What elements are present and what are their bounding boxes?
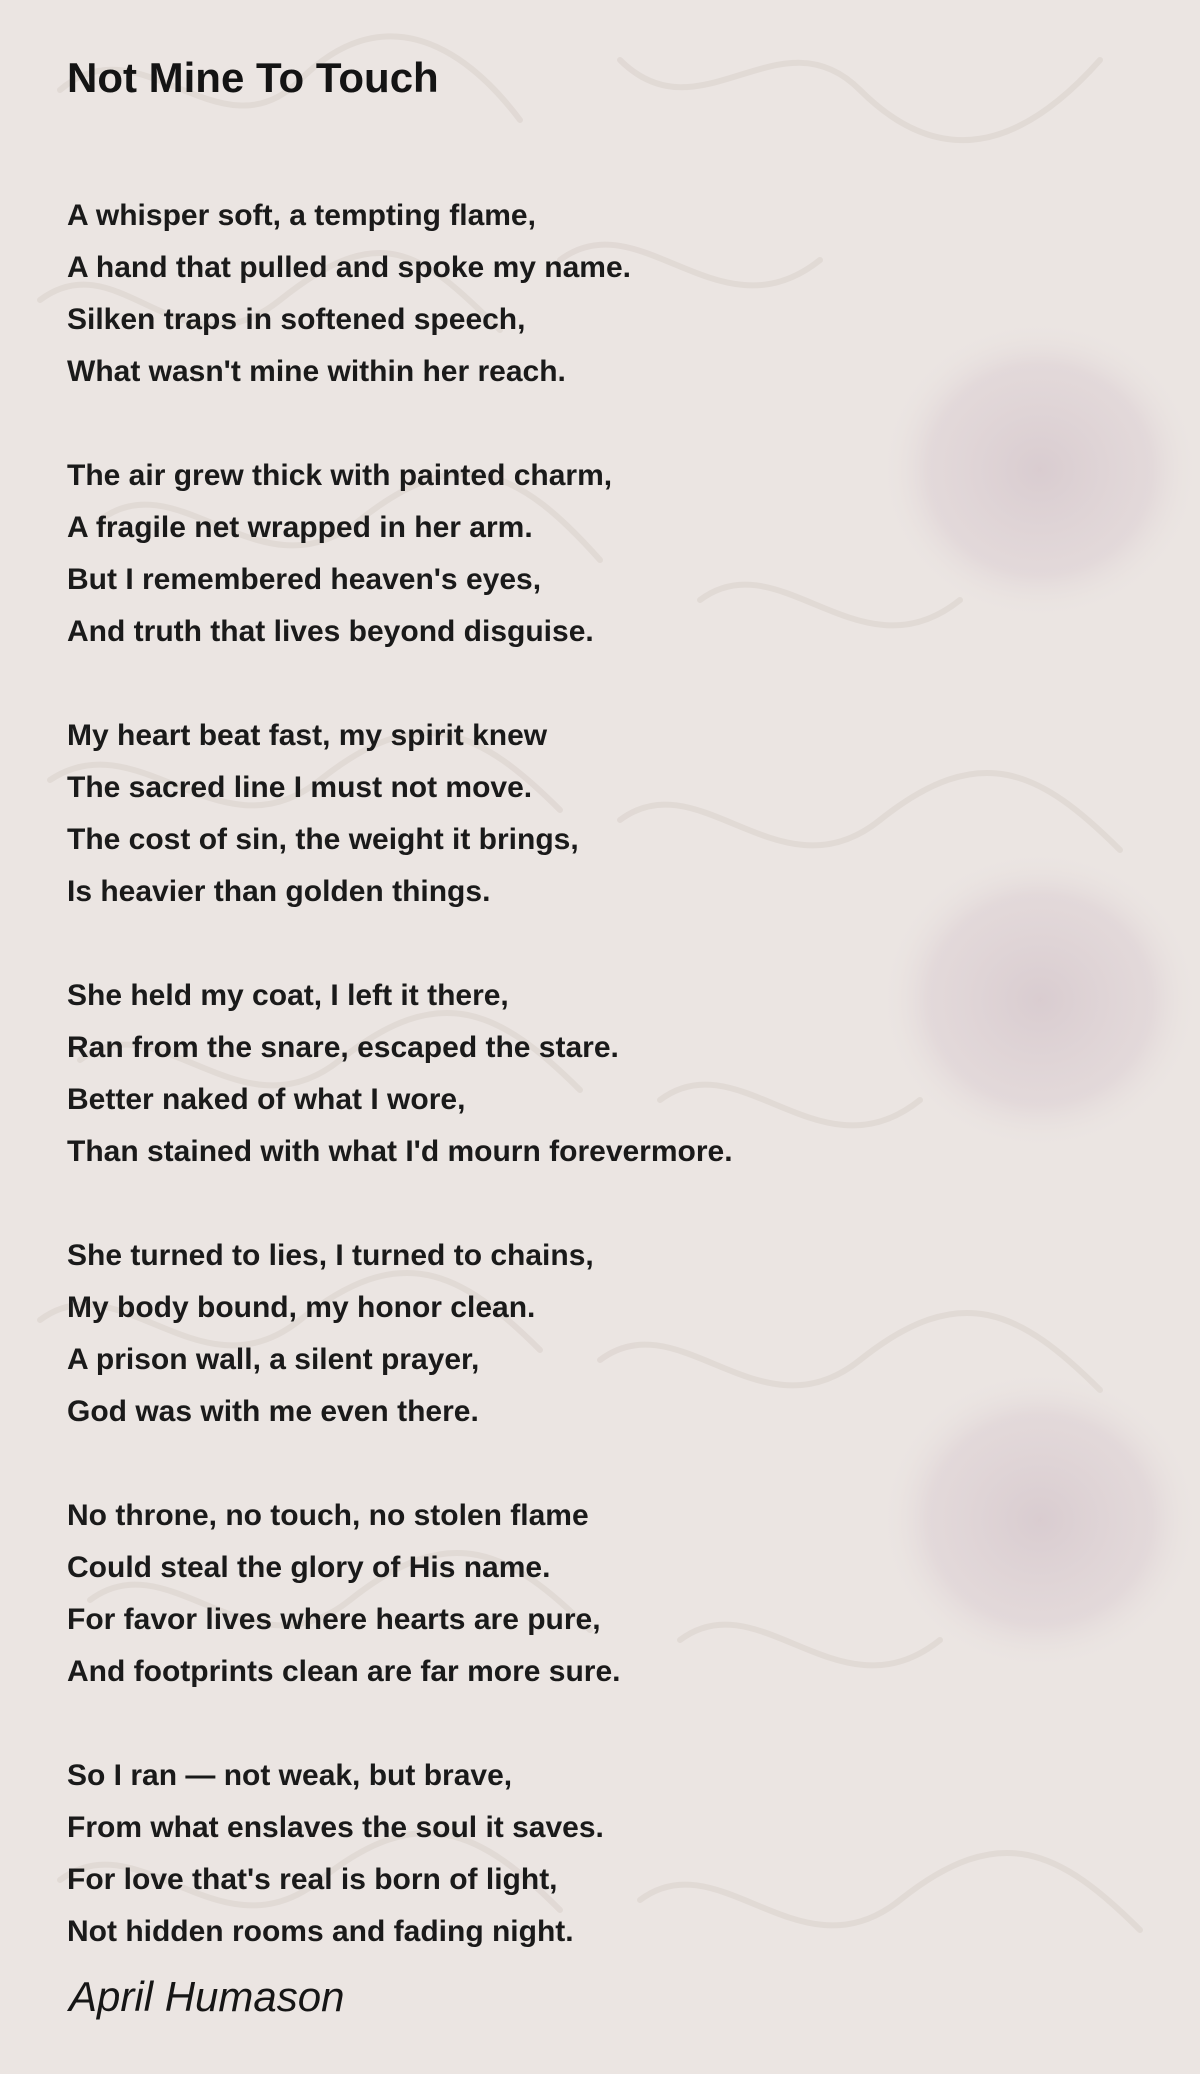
poem-line: A prison wall, a silent prayer, xyxy=(67,1343,480,1376)
poem-line: For love that's real is born of light, xyxy=(67,1863,558,1896)
poem-line: She turned to lies, I turned to chains, xyxy=(67,1239,594,1272)
poem-line: And truth that lives beyond disguise. xyxy=(67,615,594,648)
poem-line: No throne, no touch, no stolen flame xyxy=(67,1499,589,1532)
stanza-2 xyxy=(67,450,1147,658)
poem-line: Better naked of what I wore, xyxy=(67,1083,466,1116)
poem-line: Silken traps in softened speech, xyxy=(67,303,526,336)
poem-line: And footprints clean are far more sure. xyxy=(67,1655,621,1688)
poem-container xyxy=(67,48,1147,2010)
poem-line: From what enslaves the soul it saves. xyxy=(67,1811,604,1844)
poem-line: For favor lives where hearts are pure, xyxy=(67,1603,601,1636)
poem-line: A whisper soft, a tempting flame, xyxy=(67,199,536,232)
poem-line: Ran from the snare, escaped the stare. xyxy=(67,1031,619,1064)
stanza-7 xyxy=(67,1750,1147,1958)
poem-author: April Humason xyxy=(69,1973,345,2020)
poem-line: The cost of sin, the weight it brings, xyxy=(67,823,579,856)
stanza-3 xyxy=(67,710,1147,918)
poem-line: The air grew thick with painted charm, xyxy=(67,459,613,492)
stanza-1 xyxy=(67,190,1147,398)
poem-line: She held my coat, I left it there, xyxy=(67,979,509,1012)
stanza-6 xyxy=(67,1490,1147,1698)
poem-line: Than stained with what I'd mourn forevermore. xyxy=(67,1135,733,1168)
poem-line: Is heavier than golden things. xyxy=(67,875,491,908)
poem-line: My heart beat fast, my spirit knew xyxy=(67,719,548,752)
poem-line: Could steal the glory of His name. xyxy=(67,1551,551,1584)
poem-line: What wasn't mine within her reach. xyxy=(67,355,566,388)
stanza-4 xyxy=(67,970,1147,1178)
poem-title: Not Mine To Touch xyxy=(67,54,439,101)
poem-line: So I ran — not weak, but brave, xyxy=(67,1759,513,1792)
poem-line: A hand that pulled and spoke my name. xyxy=(67,251,631,284)
poem-line: My body bound, my honor clean. xyxy=(67,1291,536,1324)
poem-line: Not hidden rooms and fading night. xyxy=(67,1915,574,1948)
poem-line: The sacred line I must not move. xyxy=(67,771,533,804)
poem-line: A fragile net wrapped in her arm. xyxy=(67,511,533,544)
poem-line: But I remembered heaven's eyes, xyxy=(67,563,542,596)
stanza-5 xyxy=(67,1230,1147,1438)
poem-line: God was with me even there. xyxy=(67,1395,479,1428)
